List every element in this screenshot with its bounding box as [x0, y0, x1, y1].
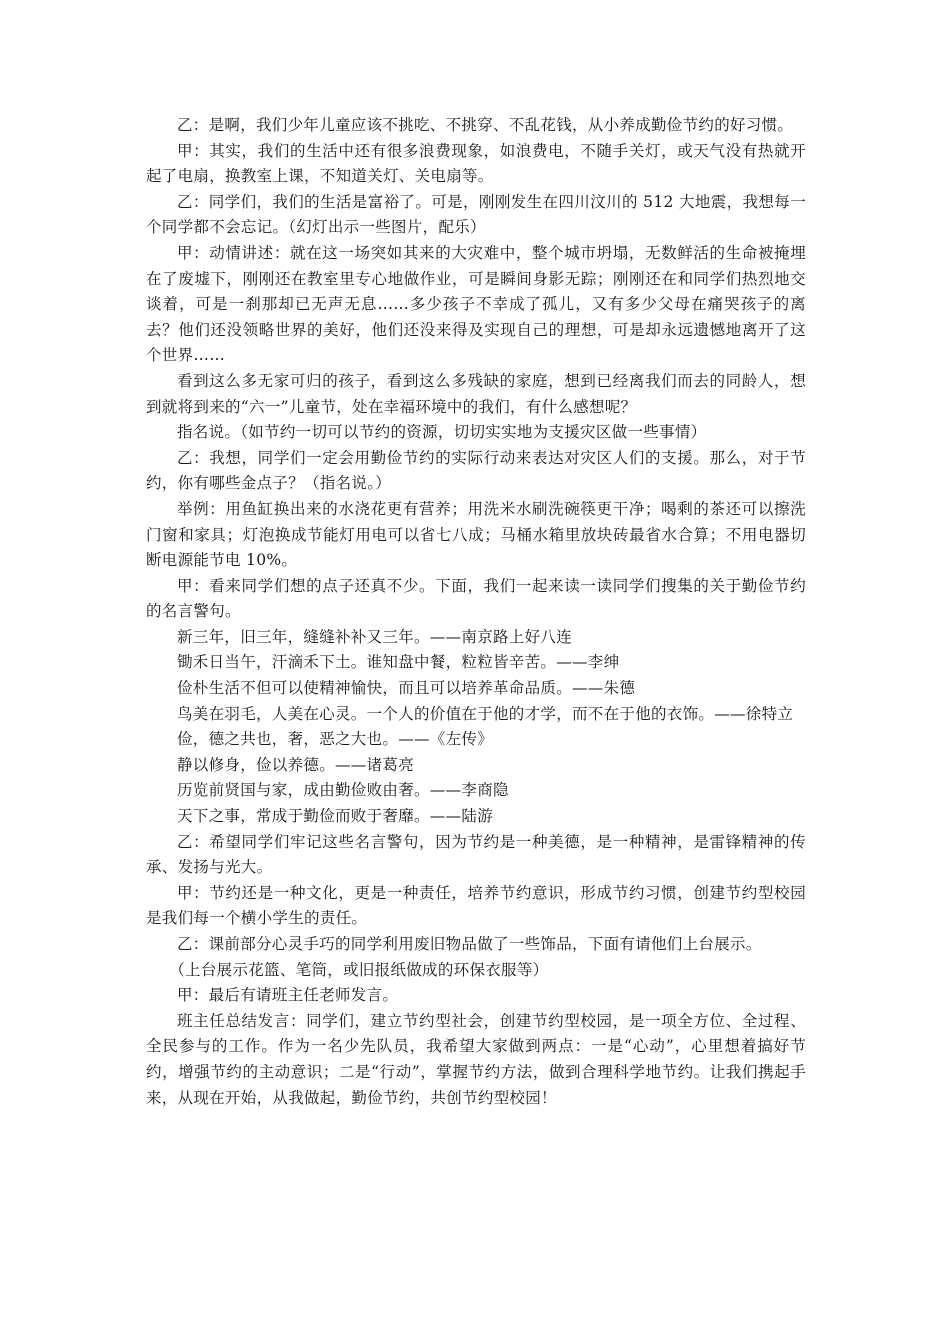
paragraph-2: 甲：其实，我们的生活中还有很多浪费现象，如浪费电，不随手关灯，或天气没有热就开起了电扇，换教室上课，不知道关灯、关电扇等。 — [146, 141, 806, 186]
quote-2: 锄禾日当午，汗滴禾下土。谁知盘中餐，粒粒皆辛苦。——李绅 — [177, 653, 620, 672]
paragraph-8: 举例：用鱼缸换出来的水浇花更有营养；用洗米水刷洗碗筷更干净；喝剩的茶还可以擦洗门窗和家具；灯泡换成节能灯用电可以省七八成；马桶水箱里放块砖最省水合算；不用电器切断电源能节电 10%。 — [146, 499, 806, 570]
paragraph-4: 甲：动情讲述：就在这一场突如其来的大灾难中，整个城市坍塌，无数鲜活的生命被掩埋在了废墟下，刚刚还在教室里专心地做作业，可是瞬间身影无踪；刚刚还在和同学们热烈地交谈着，可是一刹那却已无声无息……多少孩子不幸成了孤儿，又有多少父母在痛哭孩子的离去？他们还没领略世界的美好，他们还没来得及实现自己的理想，可是却永远遗憾地离开了这个世界…… — [146, 243, 806, 365]
quote-1: 新三年，旧三年，缝缝补补又三年。——南京路上好八连 — [177, 627, 573, 646]
paragraph-1: 乙：是啊，我们少年儿童应该不挑吃、不挑穿、不乱花钱，从小养成勤俭节约的好习惯。 — [177, 116, 794, 134]
closing-speech: 班主任总结发言：同学们，建立节约型社会，创建节约型校园，是一项全方位、全过程、全民参与的工作。作为一名少先队员，我希望大家做到两点：一是“心动”，心里想着搞好节约，增强节约的主动意识；二是“行动”，掌握节约方法，做到合理科学地节约。让我们携起手来，从现在开始，从我做起，勤俭节约，共创节约型校园！ — [146, 1011, 806, 1107]
quote-6: 静以修身，俭以养德。——诸葛亮 — [177, 755, 415, 774]
document-body — [146, 113, 806, 1111]
paragraph-11: 甲：节约还是一种文化，更是一种责任，培养节约意识，形成节约习惯，创建节约型校园是我们每一个横小学生的责任。 — [146, 883, 806, 928]
paragraph-7: 乙：我想，同学们一定会用勤俭节约的实际行动来表达对灾区人们的支援。那么，对于节约，你有哪些金点子？（指名说。） — [146, 448, 806, 493]
paragraph-9: 甲：看来同学们想的点子还真不少。下面，我们一起来读一读同学们搜集的关于勤俭节约的名言警句。 — [146, 576, 806, 621]
paragraph-3: 乙：同学们，我们的生活是富裕了。可是，刚刚发生在四川汶川的 512 大地震，我想每一个同学都不会忘记。（幻灯出示一些图片，配乐） — [146, 192, 806, 237]
quote-5: 俭，德之共也，奢，恶之大也。——《左传》 — [177, 730, 494, 749]
paragraph-13: 甲：最后有请班主任老师发言。 — [177, 986, 399, 1005]
quote-3: 俭朴生活不但可以使精神愉快，而且可以培养革命品质。——朱德 — [177, 679, 636, 698]
paragraph-6: 指名说。（如节约一切可以节约的资源，切切实实地为支援灾区做一些事情） — [177, 423, 707, 442]
paragraph-10: 乙：希望同学们牢记这些名言警句，因为节约是一种美德，是一种精神，是雷锋精神的传承、发扬与光大。 — [146, 832, 806, 877]
quote-4: 鸟美在羽毛，人美在心灵。一个人的价值在于他的才学，而不在于他的衣饰。——徐特立 — [177, 704, 794, 723]
paragraph-5: 看到这么多无家可归的孩子，看到这么多残缺的家庭，想到已经离我们而去的同龄人，想到就将到来的“六一”儿童节，处在幸福环境中的我们，有什么感想呢？ — [146, 371, 806, 416]
quote-7: 历览前贤国与家，成由勤俭败由奢。——李商隐 — [177, 781, 509, 800]
paragraph-12: 乙：课前部分心灵手巧的同学利用废旧物品做了一些饰品，下面有请他们上台展示。 — [177, 935, 762, 953]
quote-8: 天下之事，常成于勤俭而败于奢靡。——陆游 — [177, 807, 494, 826]
stage-direction: （上台展示花篮、笔筒，或旧报纸做成的环保衣服等） — [169, 960, 549, 979]
